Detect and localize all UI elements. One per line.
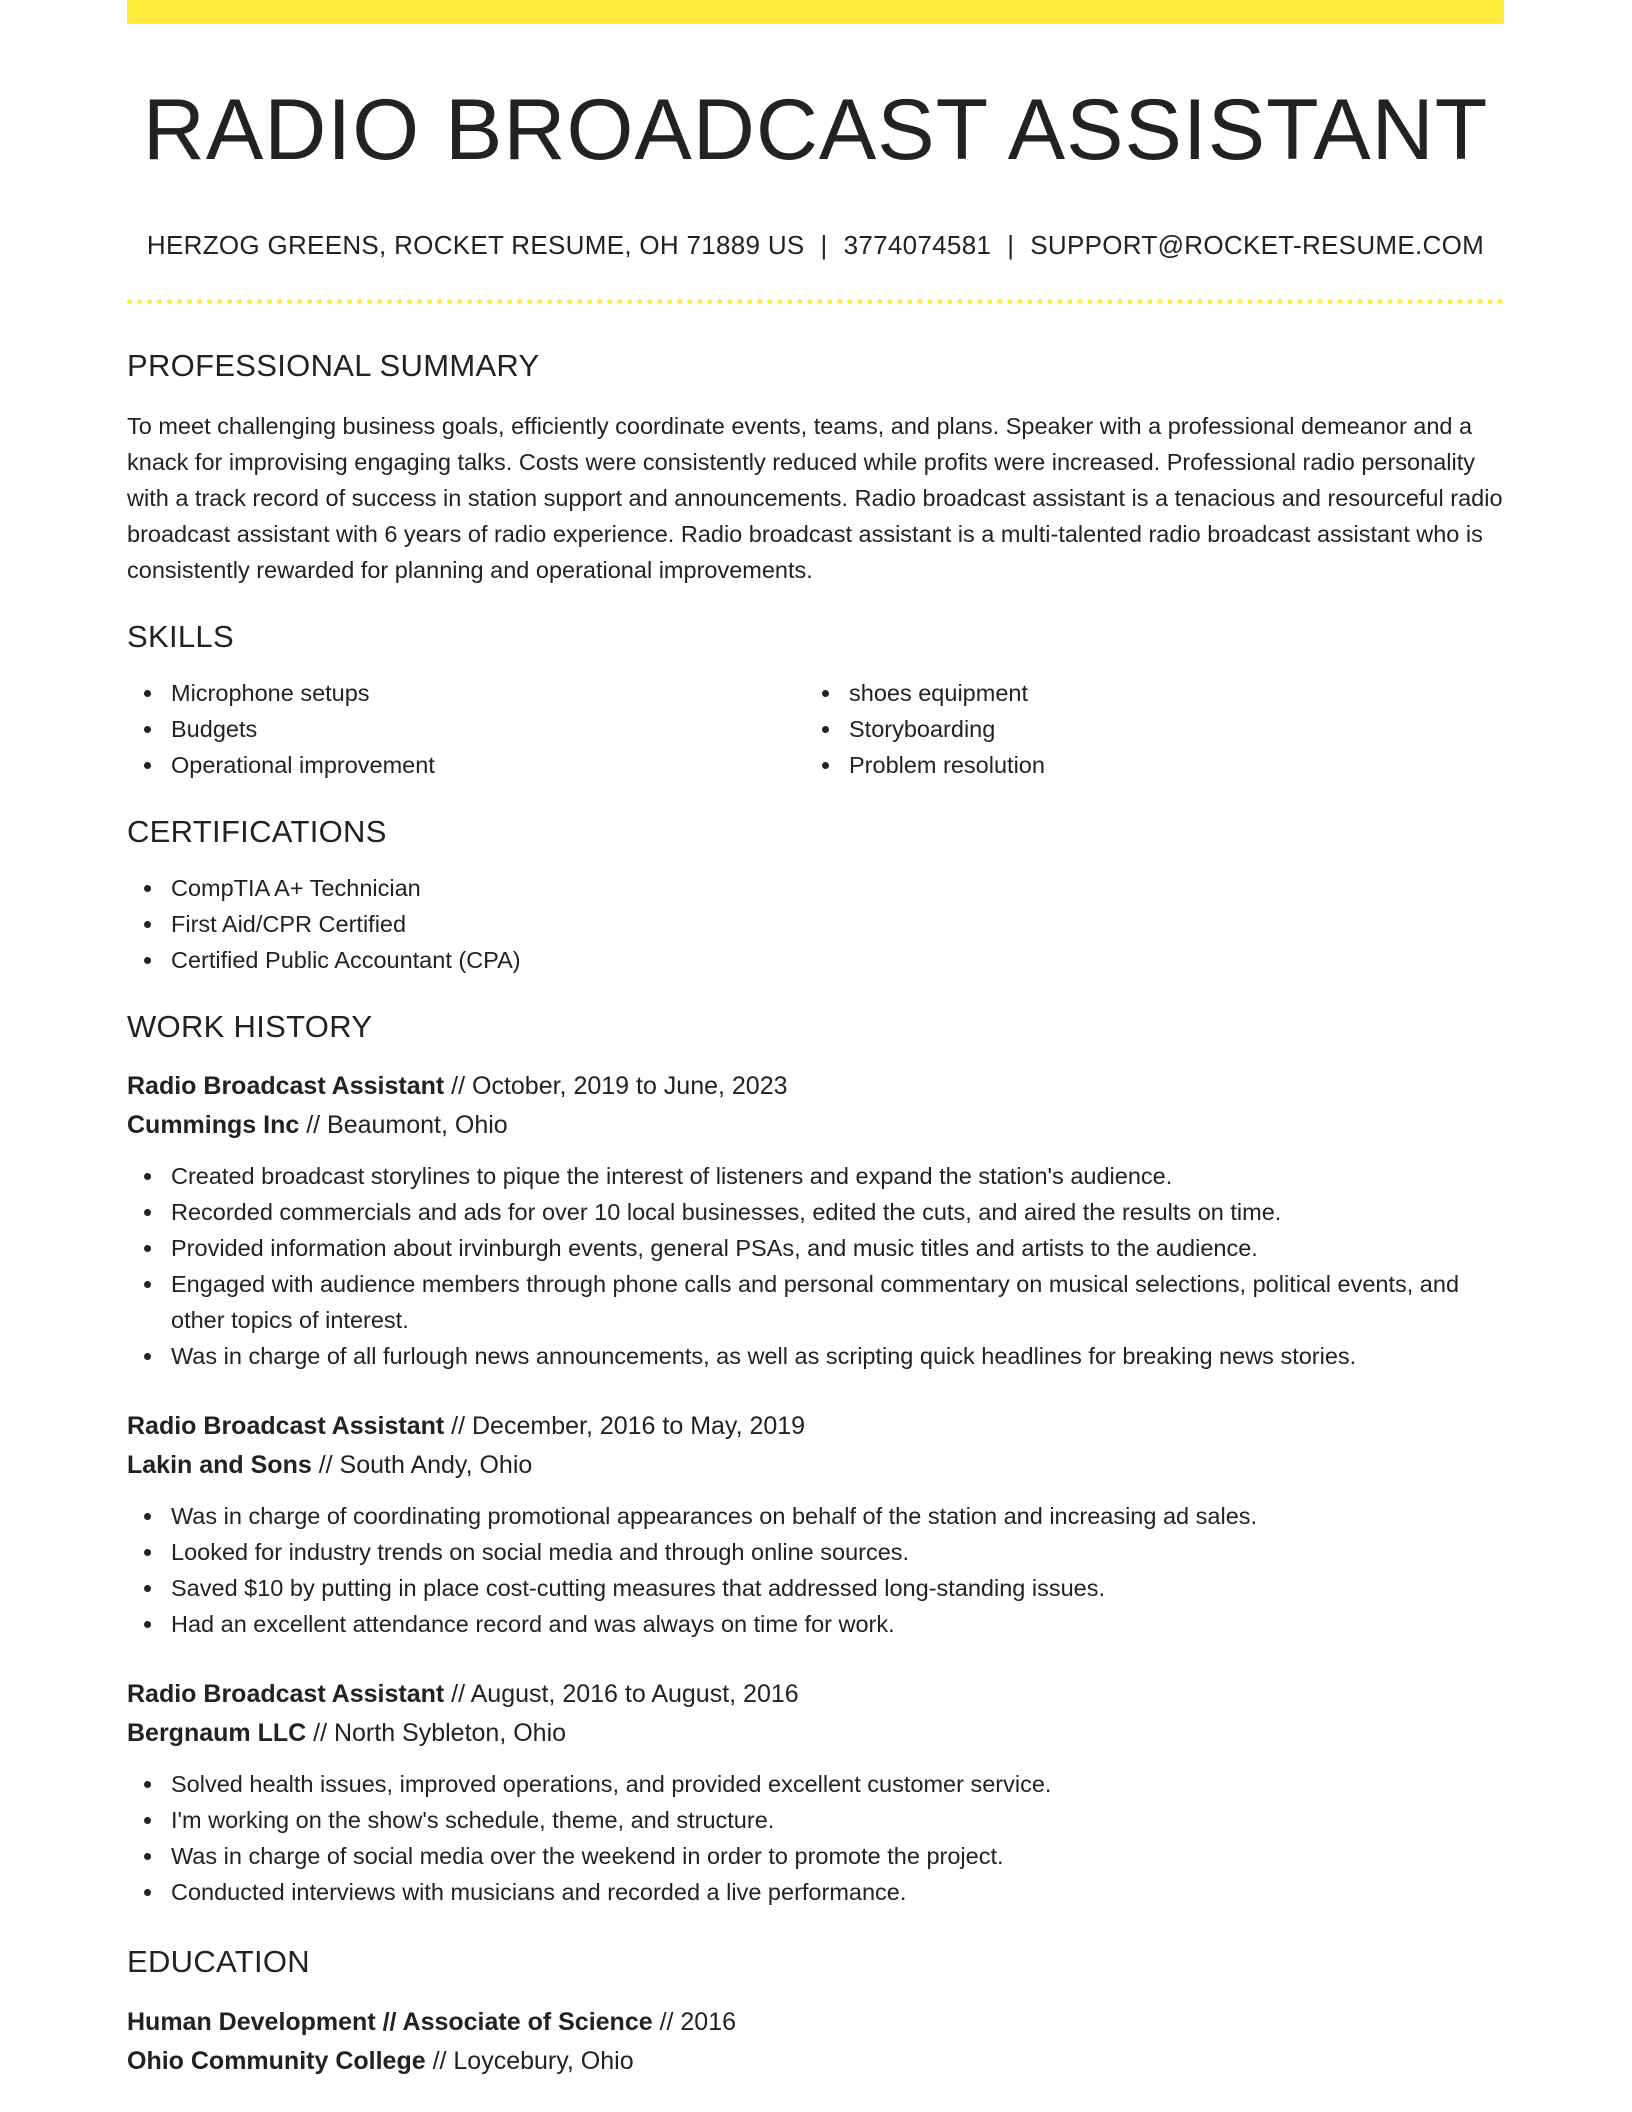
resume-name-heading: RADIO BROADCAST ASSISTANT — [142, 82, 1489, 178]
job-role-line — [127, 1067, 1504, 1106]
job-bullet: Had an excellent attendance record and was always on time for work. — [171, 1606, 1504, 1642]
job-company-line — [127, 1106, 1504, 1145]
job-bullet: Was in charge of social media over the weekend in order to promote the project. — [171, 1838, 1504, 1874]
skill-item: Budgets — [171, 711, 805, 747]
job-bullet: Created broadcast storylines to pique the interest of listeners and expand the station's audience. — [171, 1158, 1504, 1194]
job-company-line — [127, 1446, 1504, 1485]
skill-item: Operational improvement — [171, 747, 805, 783]
skills-column-left — [127, 675, 805, 783]
job-bullet: Was in charge of all furlough news announcements, as well as scripting quick headlines for breaking news stories. — [171, 1338, 1504, 1374]
job-bullet: Engaged with audience members through phone calls and personal commentary on musical selections, political events, and other topics of interest. — [171, 1266, 1504, 1338]
job-entry — [127, 1675, 1504, 1910]
certification-item: Certified Public Accountant (CPA) — [171, 942, 1504, 978]
education-location: // Loycebury, Ohio — [425, 2046, 634, 2075]
job-role: Radio Broadcast Assistant — [127, 1412, 445, 1441]
education-school-line — [127, 2042, 1504, 2081]
job-dates: // December, 2016 to May, 2019 — [444, 1412, 806, 1441]
work-history-section-title: WORK HISTORY — [127, 1009, 373, 1045]
job-dates: // August, 2016 to August, 2016 — [444, 1680, 799, 1709]
skill-item: shoes equipment — [849, 675, 1483, 711]
education-entry — [127, 2003, 1504, 2081]
job-bullets — [127, 1158, 1504, 1374]
job-bullets — [127, 1766, 1504, 1910]
job-bullet: Saved $10 by putting in place cost-cutting measures that addressed long-standing issues. — [171, 1570, 1504, 1606]
job-company: Cummings Inc — [127, 1111, 300, 1140]
summary-section-title: PROFESSIONAL SUMMARY — [127, 347, 540, 383]
skill-item: Problem resolution — [849, 747, 1483, 783]
summary-text: To meet challenging business goals, efficiently coordinate events, teams, and plans. Speaker with a professional demeanor and a knack for improvising engaging talks. Costs were consistently reduced while profits were increased. Professional radio personality with a track record of success in station support and announcements. Radio broadcast assistant is a tenacious and resourceful radio broadcast assistant with 6 years of radio experience. Radio broadcast assistant is a multi-talented radio broadcast assistant who is consistently rewarded for planning and operational improvements. — [127, 412, 1503, 583]
dotted-divider — [127, 299, 1504, 304]
job-location: // North Sybleton, Ohio — [306, 1719, 567, 1748]
contact-address: HERZOG GREENS, ROCKET RESUME, OH 71889 US — [146, 229, 805, 260]
contact-phone: 3774074581 — [843, 229, 992, 260]
job-bullet: Provided information about irvinburgh events, general PSAs, and music titles and artists to the audience. — [171, 1230, 1504, 1266]
contact-email: SUPPORT@ROCKET-RESUME.COM — [1030, 229, 1485, 260]
job-location: // Beaumont, Ohio — [299, 1111, 508, 1140]
job-entry — [127, 1407, 1504, 1642]
contact-separator: | — [820, 229, 828, 260]
education-degree-line — [127, 2003, 1504, 2042]
job-role-line — [127, 1407, 1504, 1446]
skill-item: Microphone setups — [171, 675, 805, 711]
job-bullet: Looked for industry trends on social media and through online sources. — [171, 1534, 1504, 1570]
education-section-title: EDUCATION — [127, 1944, 310, 1980]
job-bullet: Solved health issues, improved operations, and provided excellent customer service. — [171, 1766, 1504, 1802]
job-location: // South Andy, Ohio — [311, 1451, 533, 1480]
job-company: Lakin and Sons — [127, 1451, 312, 1480]
job-bullet: Was in charge of coordinating promotional appearances on behalf of the station and increasing ad sales. — [171, 1498, 1504, 1534]
job-bullet: Recorded commercials and ads for over 10 local businesses, edited the cuts, and aired the results on time. — [171, 1194, 1504, 1230]
job-bullets — [127, 1498, 1504, 1642]
resume-page — [127, 0, 1504, 2081]
skills-section-title: SKILLS — [127, 618, 234, 654]
job-bullet: I'm working on the show's schedule, theme, and structure. — [171, 1802, 1504, 1838]
skills-list-left — [127, 675, 805, 783]
certification-item: First Aid/CPR Certified — [171, 906, 1504, 942]
skill-item: Storyboarding — [849, 711, 1483, 747]
job-role: Radio Broadcast Assistant — [127, 1072, 445, 1101]
job-entry — [127, 1067, 1504, 1374]
accent-top-bar — [127, 0, 1504, 24]
skills-grid — [127, 675, 1504, 783]
job-company-line — [127, 1714, 1504, 1753]
skills-list-right — [805, 675, 1483, 783]
job-role: Radio Broadcast Assistant — [127, 1680, 445, 1709]
certification-item: CompTIA A+ Technician — [171, 870, 1504, 906]
job-dates: // October, 2019 to June, 2023 — [444, 1072, 788, 1101]
education-degree: Human Development // Associate of Science — [127, 2007, 653, 2036]
job-role-line — [127, 1675, 1504, 1714]
contact-separator: | — [1007, 229, 1015, 260]
skills-column-right — [805, 675, 1483, 783]
contact-line — [127, 230, 1504, 261]
education-school: Ohio Community College — [127, 2046, 426, 2075]
certifications-section-title: CERTIFICATIONS — [127, 813, 387, 849]
education-year: // 2016 — [652, 2007, 737, 2036]
job-company: Bergnaum LLC — [127, 1719, 307, 1748]
job-bullet: Conducted interviews with musicians and recorded a live performance. — [171, 1874, 1504, 1910]
certifications-list — [127, 870, 1504, 978]
